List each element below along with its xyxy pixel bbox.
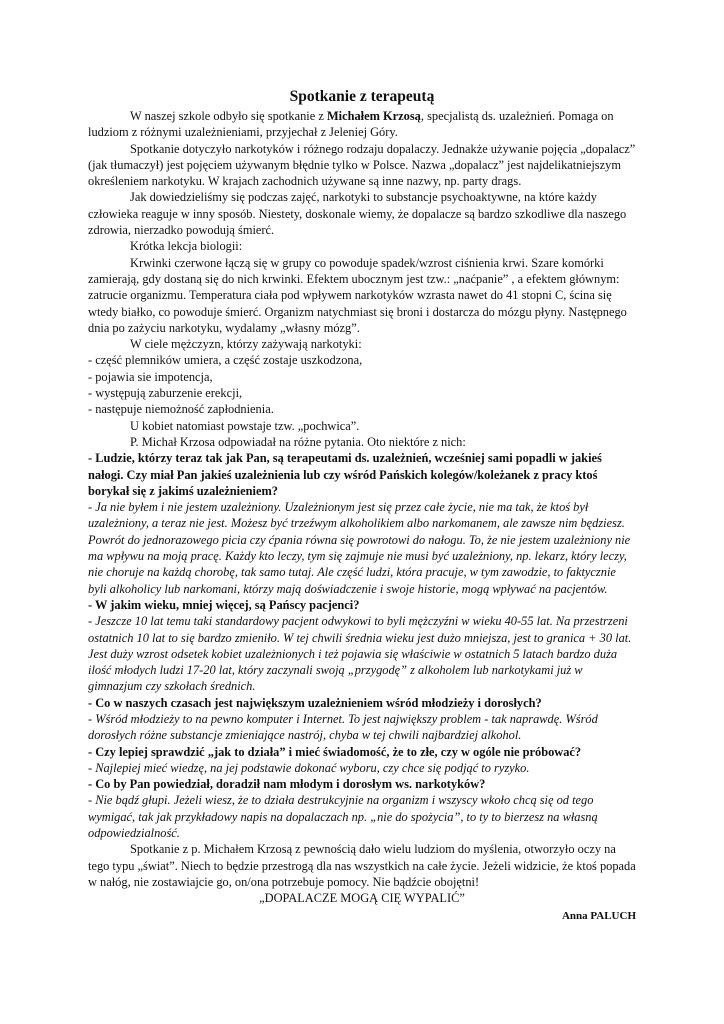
- slogan: „DOPALACZE MOGĄ CIĘ WYPALIĆ”: [259, 891, 465, 906]
- intro-paragraph: [88, 108, 636, 141]
- interview-answer: - Nie bądź głupi. Jeżeli wiesz, że to działa destrukcyjnie na organizm i wszyscy wkoło chcą się od tego wymigać, tak jak przykładowy napis na dopalaczach np. „nie do spożycia”, to ty to bierzesz na własną odpowiedzialność.: [88, 793, 598, 841]
- women-effects-line: U kobiet natomiast powstaje tzw. „pochwica”.: [130, 418, 360, 433]
- interview-question: - W jakim wieku, mniej więcej, są Pańscy pacjenci?: [88, 597, 360, 612]
- interview-question: - Co w naszych czasach jest największym uzależnieniem wśród młodzieży i dorosłych?: [88, 695, 542, 710]
- interview-question: - Ludzie, którzy teraz tak jak Pan, są terapeutami ds. uzależnień, wcześniej sami popadli w jakieś nałogi. Czy miał Pan jakieś uzależnienia lub czy wśród Pańskich kolegów/koleżanek z pracy ktoś borykał się z jakimś uzależnieniem?: [88, 451, 602, 498]
- interview-answer: - Wśród młodzieży to na pewno komputer i Internet. To jest największy problem - tak naprawdę. Wśród dorosłych różne substancje zmieniające nastrój, chyba w tej chwili najbardziej alkohol.: [88, 711, 598, 743]
- men-effects-intro: W ciele mężczyzn, którzy zażywają narkotyki:: [130, 337, 362, 352]
- paragraph-biology: Krwinki czerwone łączą się w grupy co powoduje spadek/wzrost ciśnienia krwi. Szare komórki zamierają, gdy dostaną się do nich krwinki. Efektem ubocznym jest tzw.: „naćpanie” , a efektem głównym: zatrucie organizmu. Temperatura ciała pod wpływem narkotyków wzrasta nawet do 41 stopni C, ścina się wtedy białko, co powoduje śmierć. Organizm natychmiast się broni i dostarcza do mózgu płyny. Następnego dnia po zażyciu narkotyku, wydalamy „własny mózg”.: [88, 255, 627, 335]
- closing-paragraph: Spotkanie z p. Michałem Krzosą z pewnością dało wielu ludziom do myślenia, otworzyło oczy na tego typu „świat”. Niech to będzie przestrogą dla nas wszystkich na całe życie. Jeżeli widzicie, że ktoś popada w nałóg, nie zostawiajcie go, on/ona potrzebuje pomocy. Nie bądźcie obojętni!: [88, 842, 636, 889]
- paragraph-narkotyki: Jak dowiedzieliśmy się podczas zajęć, narkotyki to substancje psychoaktywne, na które każdy człowieka reaguje w inny sposób. Niestety, doskonale wiemy, że dopalacze są bardzo szkodliwe dla naszego zdrowia, nierzadko powodują śmierć.: [88, 190, 627, 238]
- therapist-name: Michałem Krzosą: [326, 109, 421, 123]
- list-item: - następuje niemożność zapłodnienia.: [88, 402, 274, 417]
- list-item: - pojawia sie impotencja,: [88, 369, 213, 384]
- qa-intro: P. Michał Krzosa odpowiadał na różne pytania. Oto niektóre z nich:: [130, 434, 466, 449]
- biology-heading: Krótka lekcja biologii:: [130, 239, 243, 254]
- article-body: [88, 87, 636, 923]
- author-signature: Anna PALUCH: [561, 909, 636, 922]
- article-title: Spotkanie z terapeutą: [289, 88, 435, 105]
- list-item: - część plemników umiera, a część zostaje uszkodzona,: [88, 353, 363, 368]
- list-item: - występują zaburzenie erekcji,: [88, 386, 243, 401]
- interview-answer: - Ja nie byłem i nie jestem uzależniony. Uzależnionym jest się przez całe życie, nie ma tak, że ktoś był uzależniony, a teraz nie jest. Możesz być trzeźwym alkoholikiem albo narkomanem, ale zawsze nim będziesz. Powrót do jednorazowego picia czy ćpania równa się powrotowi do nałogu. To, że nie jestem uzależniony nie ma wpływu na moją pracę. Każdy kto leczy, tym się zajmuje nie musi być uzależniony, np. lekarz, który leczy, nie choruje na każdą chorobę, tak samo tutaj. Ale część ludzi, która pracuje, w tym zawodzie, to faktycznie byli alkoholicy lub narkomani, którzy mają doświadczenie i swoje historie, mogą wpływać na pacjentów.: [88, 500, 631, 596]
- interview-answer: - Najlepiej mieć wiedzę, na jej podstawie dokonać wyboru, czy chce się podjąć to ryzyko.: [88, 760, 530, 775]
- interview-answer: - Jeszcze 10 lat temu taki standardowy pacjent odwykowi to byli mężczyźni w wieku 40-55 lat. Na przestrzeni ostatnich 10 lat to się bardzo zmieniło. W tej chwili średnia wieku jest dużo mniejsza, jest to granica + 30 lat. Jest duży wzrost odsetek kobiet uzależnionych i też pojawia się właściwie w ostatnich 5 latach bardzo duża ilość młodych ludzi 17-20 lat, który zaczynali swoją „przygodę” z alkoholem lub narkotykami już w gimnazjum czy szkołach średnich.: [88, 614, 632, 694]
- intro-text-after: , specjalistą ds. uzależnień. Pomaga on ludziom z różnymi uzależnieniami, przyjechał z Jeleniej Góry.: [88, 109, 614, 140]
- interview-question: - Czy lepiej sprawdzić „jak to działa” i mieć świadomość, że to złe, czy w ogóle nie próbować?: [88, 744, 582, 759]
- paragraph-dopalacze: Spotkanie dotyczyło narkotyków i różnego rodzaju dopalaczy. Jednakże używanie pojęcia „dopalacz” (jak tłumaczył) jest pojęciem używanym błędnie tylko w Polsce. Nazwa „dopalacz” jest najdelikatniejszym określeniem narkotyku. W krajach zachodnich używane są inne nazwy, np. party drags.: [88, 141, 636, 189]
- intro-text-before: W naszej szkole odbyło się spotkanie z: [130, 109, 327, 123]
- interview-question: - Co by Pan powiedział, doradził nam młodym i dorosłym ws. narkotyków?: [88, 777, 486, 792]
